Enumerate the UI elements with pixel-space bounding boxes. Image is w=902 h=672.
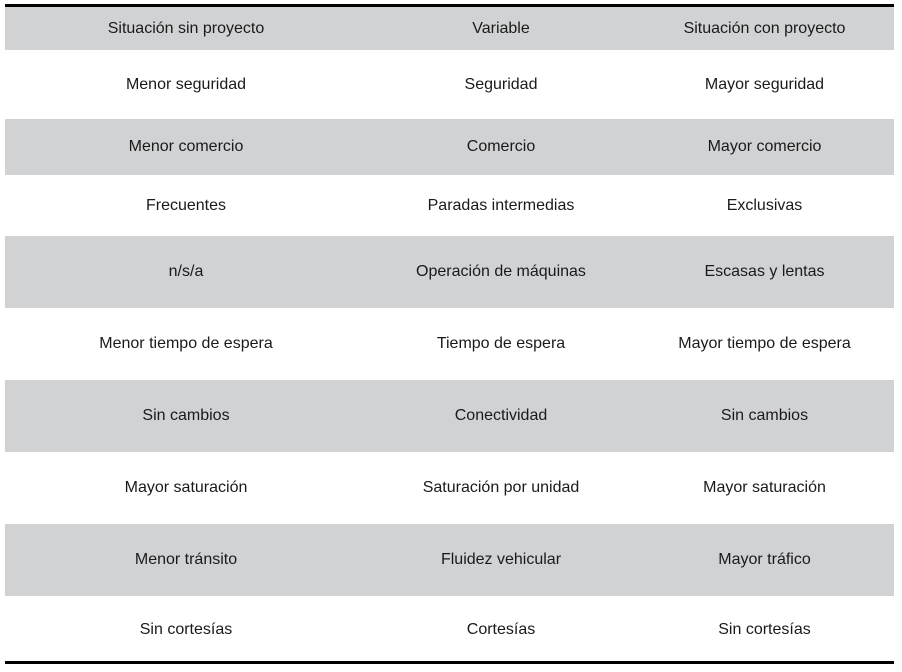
cell-without-project: Menor comercio <box>128 138 244 155</box>
table-row <box>5 308 894 380</box>
cell-with-project: Mayor tiempo de espera <box>678 335 851 352</box>
table-row <box>5 50 894 119</box>
table-row <box>5 119 894 175</box>
cell-variable: Conectividad <box>454 407 548 424</box>
cell-without-project: Sin cortesías <box>139 621 233 638</box>
cell-with-project: Exclusivas <box>726 196 803 214</box>
table-row <box>5 524 894 596</box>
table-grid <box>5 7 894 664</box>
cell-variable: Operación de máquinas <box>416 263 586 280</box>
table-row <box>5 596 894 664</box>
header-variable: Variable <box>472 19 530 37</box>
cell-variable: Tiempo de espera <box>436 335 566 352</box>
cell-variable: Fluidez vehicular <box>440 551 562 568</box>
cell-with-project: Sin cortesías <box>718 621 811 638</box>
cell-with-project: Mayor comercio <box>707 138 822 155</box>
table-row <box>5 380 894 452</box>
cell-without-project: Menor tiempo de espera <box>99 335 273 352</box>
cell-with-project: Mayor tráfico <box>718 551 811 568</box>
table-row <box>5 452 894 524</box>
cell-with-project: Escasas y lentas <box>704 263 825 280</box>
cell-variable: Comercio <box>466 138 536 155</box>
cell-without-project: Sin cambios <box>142 407 230 424</box>
cell-without-project: Frecuentes <box>145 196 227 214</box>
cell-variable: Cortesías <box>466 621 536 638</box>
cell-with-project: Sin cambios <box>720 407 809 424</box>
cell-without-project: Mayor saturación <box>124 479 248 496</box>
comparison-table <box>5 4 894 664</box>
table-row <box>5 175 894 236</box>
cell-with-project: Mayor seguridad <box>704 75 825 93</box>
cell-without-project: n/s/a <box>168 263 204 280</box>
cell-variable: Seguridad <box>464 75 538 93</box>
table-row <box>5 236 894 308</box>
cell-without-project: Menor tránsito <box>134 551 238 568</box>
header-without-project: Situación sin proyecto <box>107 19 265 37</box>
cell-with-project: Mayor saturación <box>703 479 826 496</box>
table-header-row <box>5 7 894 50</box>
header-with-project: Situación con proyecto <box>683 19 846 37</box>
bottom-rule <box>5 661 894 664</box>
cell-variable: Saturación por unidad <box>422 479 580 496</box>
cell-variable: Paradas intermedias <box>427 196 575 214</box>
cell-without-project: Menor seguridad <box>125 75 247 93</box>
